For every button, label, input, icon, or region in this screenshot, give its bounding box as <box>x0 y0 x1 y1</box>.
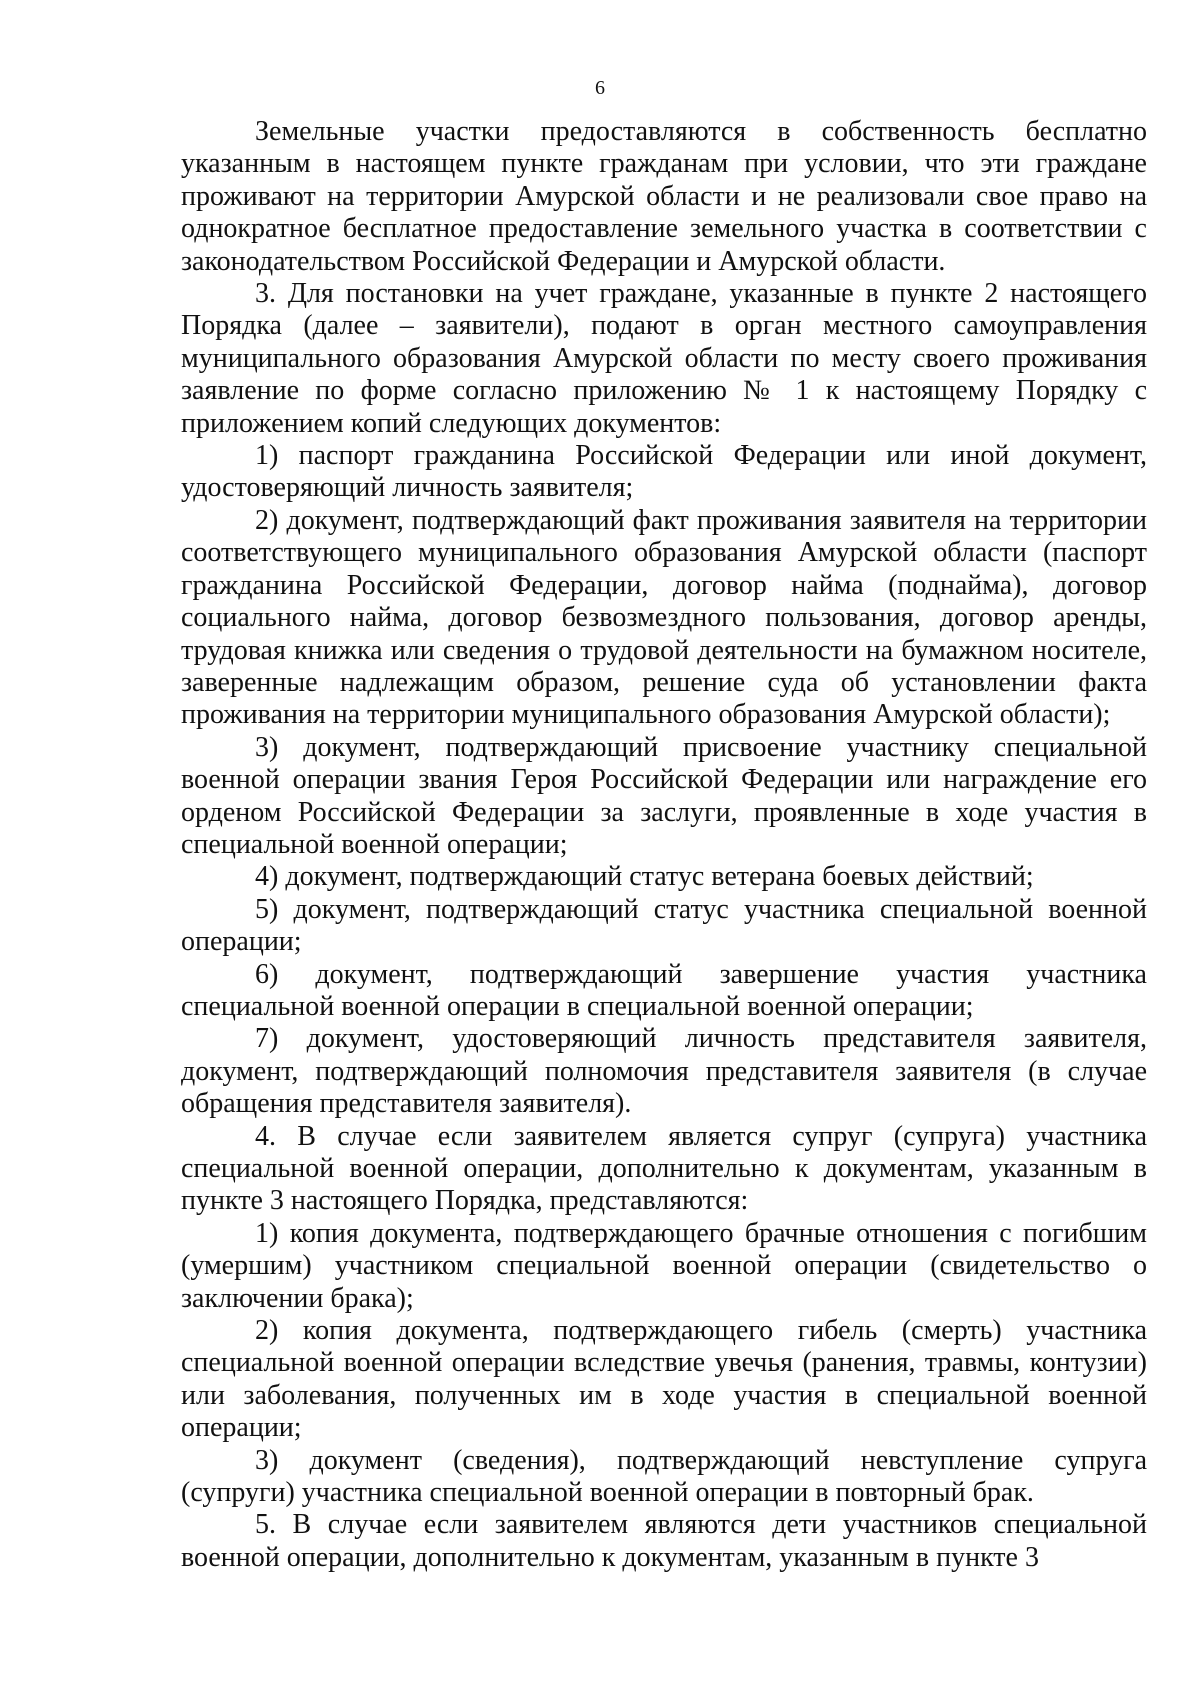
paragraph: 7) документ, удостоверяющий личность представителя заявителя, документ, подтверждающий полномочия представителя заявителя (в случае обращения представителя заявителя). <box>181 1023 1147 1120</box>
paragraph: 2) копия документа, подтверждающего гибель (смерть) участника специальной военной операции вследствие увечья (ранения, травмы, контузии) или заболевания, полученных им в ходе участия в специальной военной операции; <box>181 1315 1147 1444</box>
paragraph: 3) документ (сведения), подтверждающий невступление супруга (супруги) участника специальной военной операции в повторный брак. <box>181 1444 1147 1509</box>
paragraph: 1) копия документа, подтверждающего брачные отношения с погибшим (умершим) участником специальной военной операции (свидетельство о заключении брака); <box>181 1217 1147 1314</box>
paragraph: 4) документ, подтверждающий статус ветерана боевых действий; <box>255 861 1034 893</box>
paragraph: 4. В случае если заявителем является супруг (супруга) участника специальной военной операции, дополнительно к документам, указанным в пункте 3 настоящего Порядка, представляются: <box>181 1120 1147 1217</box>
page-number: 6 <box>595 77 605 99</box>
paragraph: 3) документ, подтверждающий присвоение участнику специальной военной операции звания Героя Российской Федерации или награждение его орденом Российской Федерации за заслуги, проявленные в ходе участия в специальной военной операции; <box>181 731 1147 860</box>
paragraph: 2) документ, подтверждающий факт проживания заявителя на территории соответствующего муниципального образования Амурской области (паспорт гражданина Российской Федерации, договор найма (поднайма), договор социального найма, договор безвозмездного пользования, договор аренды, трудовая книжка или сведения о трудовой деятельности на бумажном носителе, заверенные надлежащим образом, решение суда об установлении факта проживания на территории муниципального образования Амурской области); <box>181 504 1147 731</box>
document-body <box>181 116 1147 1574</box>
paragraph: 6) документ, подтверждающий завершение участия участника специальной военной операции в специальной военной операции; <box>181 958 1147 1022</box>
paragraph: 5) документ, подтверждающий статус участника специальной военной операции; <box>181 893 1147 958</box>
paragraph: 3. Для постановки на учет граждане, указанные в пункте 2 настоящего Порядка (далее – заявители), подают в орган местного самоуправления муниципального образования Амурской области по месту своего проживания заявление по форме согласно приложению № 1 к настоящему Порядку с приложением копий следующих документов: <box>181 278 1147 439</box>
paragraph: 1) паспорт гражданина Российской Федерации или иной документ, удостоверяющий личность заявителя; <box>181 440 1147 504</box>
paragraph: 5. В случае если заявителем являются дети участников специальной военной операции, дополнительно к документам, указанным в пункте 3 <box>181 1509 1147 1573</box>
paragraph: Земельные участки предоставляются в собственность бесплатно указанным в настоящем пункте гражданам при условии, что эти граждане проживают на территории Амурской области и не реализовали свое право на однократное бесплатное предоставление земельного участка в соответствии с законодательством Российской Федерации и Амурской области. <box>181 116 1147 277</box>
